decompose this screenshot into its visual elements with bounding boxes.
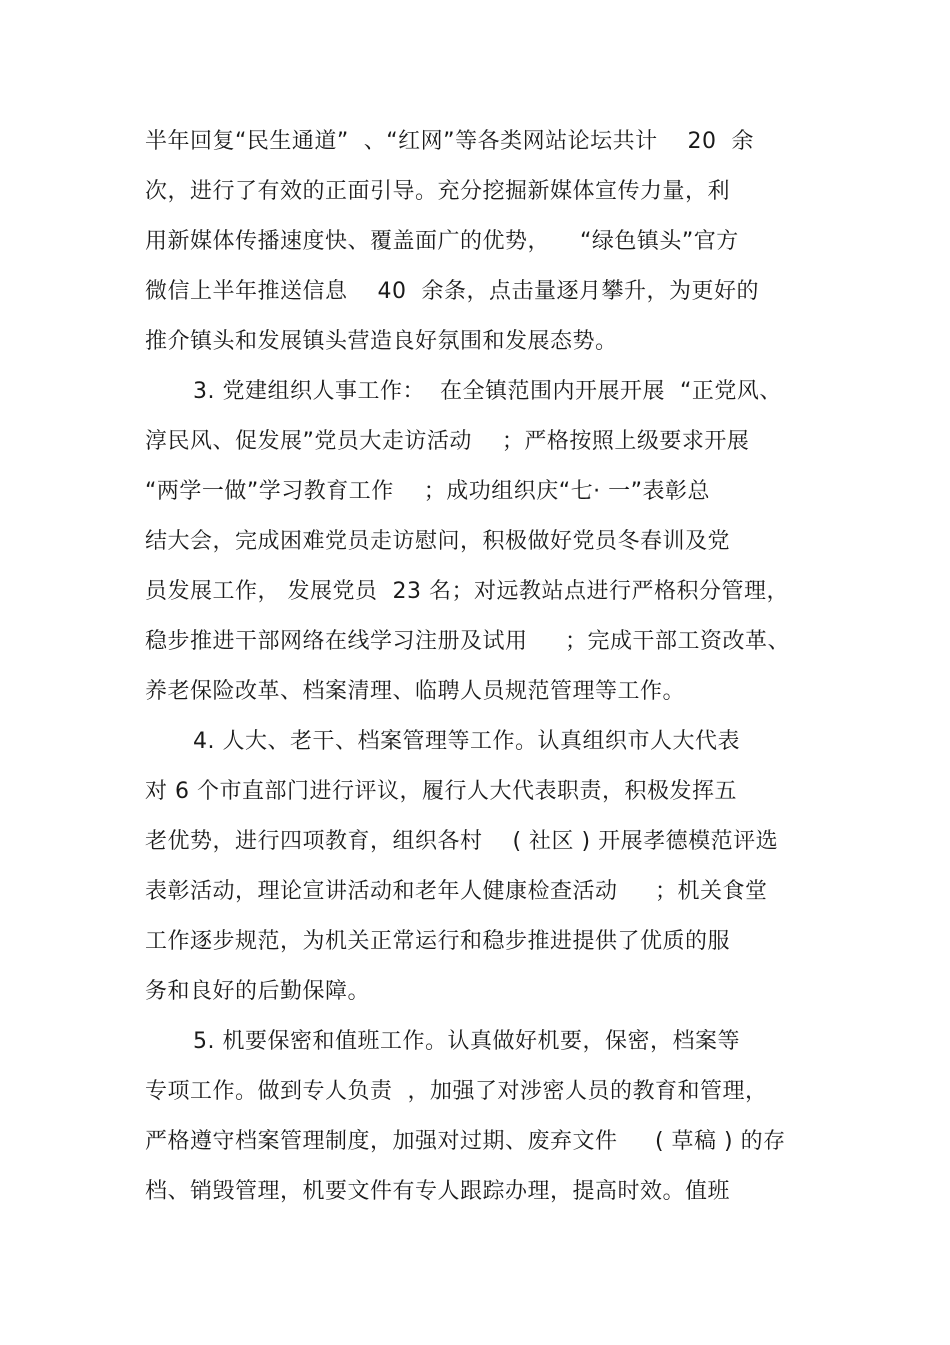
text-line: 次，进行了有效的正面引导。充分挖掘新媒体宣传力量，利	[145, 179, 731, 204]
text-line: “两学一做”学习教育工作 ；成功组织庆“七· 一”表彰总	[145, 479, 711, 504]
text-line: 表彰活动，理论宣讲活动和老年人健康检查活动 ；机关食堂	[145, 879, 768, 904]
paragraph-3-heading-line: 3. 党建组织人事工作： 在全镇范围内开展开展 “正党风、	[193, 379, 782, 404]
text-line: 稳步推进干部网络在线学习注册及试用 ；完成干部工资改革、	[145, 629, 790, 654]
text-line: 工作逐步规范，为机关正常运行和稳步推进提供了优质的服	[145, 929, 731, 954]
text-line: 结大会，完成困难党员走访慰问，积极做好党员冬春训及党	[145, 529, 731, 554]
text-line: 务和良好的后勤保障。	[145, 979, 371, 1004]
text-line: 严格遵守档案管理制度，加强对过期、废弃文件 ( 草稿 ) 的存	[145, 1129, 786, 1154]
text-line: 养老保险改革、档案清理、临聘人员规范管理等工作。	[145, 679, 686, 704]
text-line: 对 6 个市直部门进行评议，履行人大代表职责，积极发挥五	[145, 779, 737, 804]
text-line: 专项工作。做到专人负责 ，加强了对涉密人员的教育和管理，	[145, 1079, 768, 1104]
paragraph-5-heading-line: 5. 机要保密和值班工作。认真做好机要，保密，档案等	[193, 1029, 740, 1054]
text-line: 半年回复“民生通道” 、“红网”等各类网站论坛共计 20 余	[145, 129, 755, 154]
text-line: 老优势，进行四项教育，组织各村 ( 社区 ) 开展孝德模范评选	[145, 829, 779, 854]
paragraph-4-heading-line: 4. 人大、老干、档案管理等工作。认真组织市人大代表	[193, 729, 740, 754]
text-line: 微信上半年推送信息 40 余条，点击量逐月攀升，为更好的	[145, 279, 759, 304]
text-line: 档、销毁管理，机要文件有专人跟踪办理，提高时效。值班	[145, 1179, 731, 1204]
text-line: 用新媒体传播速度快、覆盖面广的优势， “绿色镇头”官方	[145, 229, 739, 254]
text-line: 淳民风、促发展”党员大走访活动 ；严格按照上级要求开展	[145, 429, 750, 454]
text-line: 员发展工作， 发展党员 23 名；对远教站点进行严格积分管理，	[145, 579, 789, 604]
text-line: 推介镇头和发展镇头营造良好氛围和发展态势。	[145, 329, 618, 354]
